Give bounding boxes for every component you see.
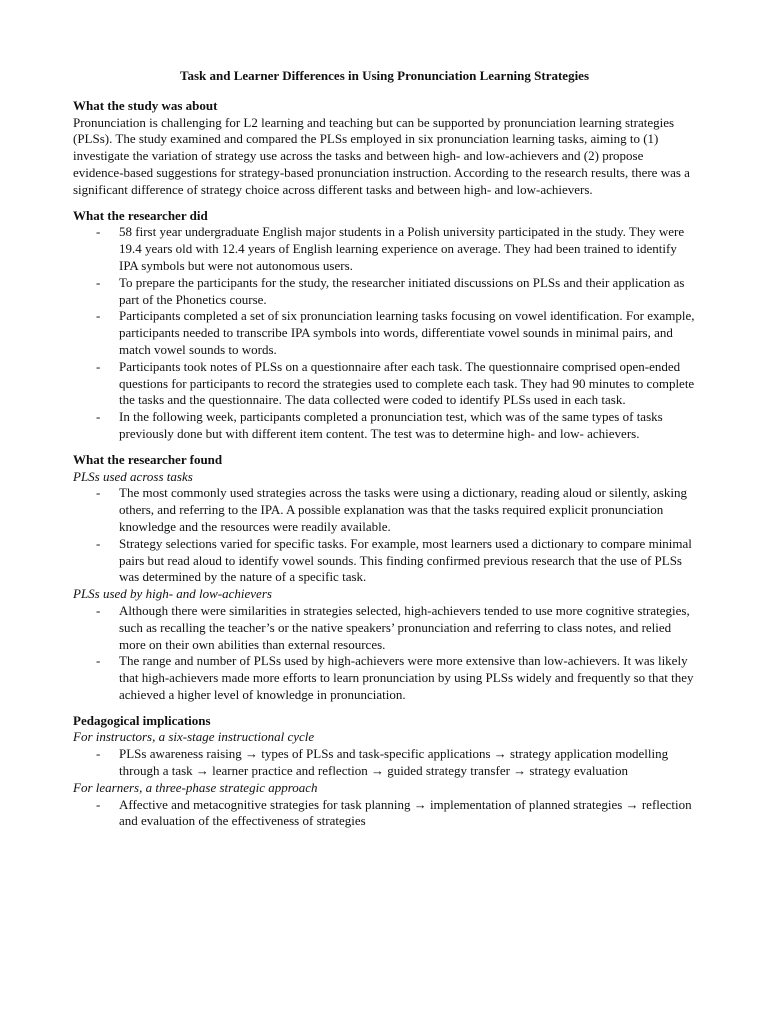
- section-paragraph: Pronunciation is challenging for L2 learning and teaching but can be supported by pronunciation learning strategies (PLSs). The study examined and compared the PLSs employed in six pronunciation learning tasks, aiming to (1) investigate the variation of strategy use across the tasks and between high- and low-achievers and (2) propose evidence-based suggestions for strategy-based pronunciation instruction. According to the research results, there was a significant difference of strategy choice across different tasks and between high- and low-achievers.: [73, 114, 690, 197]
- list-item-text: The range and number of PLSs used by high-achievers were more extensive than low-achievers. It was likely that high-achievers made more efforts to learn pronunciation by using PLSs widely and frequently so that they achieved a higher level of knowledge in pronunciation.: [119, 653, 694, 702]
- bullet-dash: -: [96, 308, 101, 324]
- subsection-heading: PLSs used across tasks: [73, 468, 193, 484]
- bullet-dash: -: [96, 602, 101, 618]
- bullet-list: [73, 485, 696, 586]
- list-item: [73, 603, 696, 653]
- section-heading: What the researcher found: [73, 451, 223, 467]
- bullet-list: [73, 224, 696, 442]
- subsection-heading: For instructors, a six-stage instructional cycle: [73, 729, 315, 745]
- bullet-dash: -: [96, 653, 101, 669]
- list-item-text: Although there were similarities in strategies selected, high-achievers tended to use more cognitive strategies, such as recalling the teacher’s or the native speakers’ pronunciation and referring to class notes, and relied more on their own abilities than external resources.: [119, 602, 690, 652]
- list-item: [73, 653, 696, 703]
- section-study-about: [73, 98, 696, 199]
- section-researcher-found: [73, 452, 696, 704]
- list-item-text: Affective and metacognitive strategies for task planning → implementation of planned strategies → reflection and evaluation of the effectiveness of strategies: [119, 796, 692, 829]
- section-pedagogical-implications: [73, 713, 696, 831]
- bullet-dash: -: [96, 409, 101, 425]
- list-item-text: In the following week, participants completed a pronunciation test, which was of the same types of tasks previously done but with different item content. The test was to determine high- and low- achievers.: [119, 409, 663, 441]
- list-item: [73, 536, 696, 586]
- list-item-text: Participants took notes of PLSs on a questionnaire after each task. The questionnaire comprised open-ended questions for participants to record the strategies used to complete each task. They had 90 minutes to complete the tasks and the questionnaire. The data collected were coded to identify PLSs used in each task.: [119, 358, 695, 408]
- list-item-text: 58 first year undergraduate English major students in a Polish university participated in the study. They were 19.4 years old with 12.4 years of English learning experience on average. They had been trained to identify IPA symbols but were not autonomous users.: [119, 224, 685, 273]
- subsection-heading: For learners, a three-phase strategic approach: [73, 779, 318, 795]
- bullet-dash: -: [96, 358, 101, 374]
- bullet-dash: -: [96, 485, 101, 501]
- document-title: Task and Learner Differences in Using Pronunciation Learning Strategies: [179, 68, 590, 83]
- bullet-dash: -: [96, 535, 101, 551]
- list-item: [73, 746, 696, 780]
- list-item: [73, 359, 696, 409]
- bullet-dash: -: [96, 746, 101, 762]
- list-item-text: PLSs awareness raising → types of PLSs and task-specific applications → strategy application modelling through a task → learner practice and reflection → guided strategy transfer → strategy evaluation: [119, 746, 669, 779]
- bullet-dash: -: [96, 796, 101, 812]
- bullet-dash: -: [96, 274, 101, 290]
- list-item: [73, 409, 696, 443]
- list-item: [73, 797, 696, 831]
- list-item: [73, 485, 696, 535]
- bullet-list: [73, 797, 696, 831]
- section-researcher-did: [73, 208, 696, 443]
- list-item: [73, 275, 696, 309]
- list-item: [73, 308, 696, 358]
- list-item-text: The most commonly used strategies across the tasks were using a dictionary, reading aloud or silently, asking others, and referring to the IPA. A possible explanation was that the tasks required explicit pronunciation knowledge and the resources were readily available.: [119, 485, 688, 534]
- subsection-heading: PLSs used by high- and low-achievers: [73, 586, 272, 602]
- bullet-list: [73, 603, 696, 704]
- bullet-dash: -: [96, 224, 101, 240]
- section-heading: Pedagogical implications: [73, 712, 211, 728]
- bullet-list: [73, 746, 696, 780]
- section-heading: What the study was about: [73, 97, 218, 113]
- list-item-text: To prepare the participants for the study, the researcher initiated discussions on PLSs and their application as part of the Phonetics course.: [119, 274, 685, 307]
- list-item-text: Participants completed a set of six pronunciation learning tasks focusing on vowel identification. For example, participants needed to transcribe IPA symbols into words, differentiate vowel sounds in minimal pairs, and match vowel sounds to words.: [119, 308, 695, 357]
- list-item: [73, 224, 696, 274]
- list-item-text: Strategy selections varied for specific tasks. For example, most learners used a dictionary to compare minimal pairs but read aloud to identify vowel sounds. This finding confirmed previous research that the use of PLSs was determined by the nature of a specific task.: [119, 535, 692, 585]
- section-heading: What the researcher did: [73, 207, 208, 223]
